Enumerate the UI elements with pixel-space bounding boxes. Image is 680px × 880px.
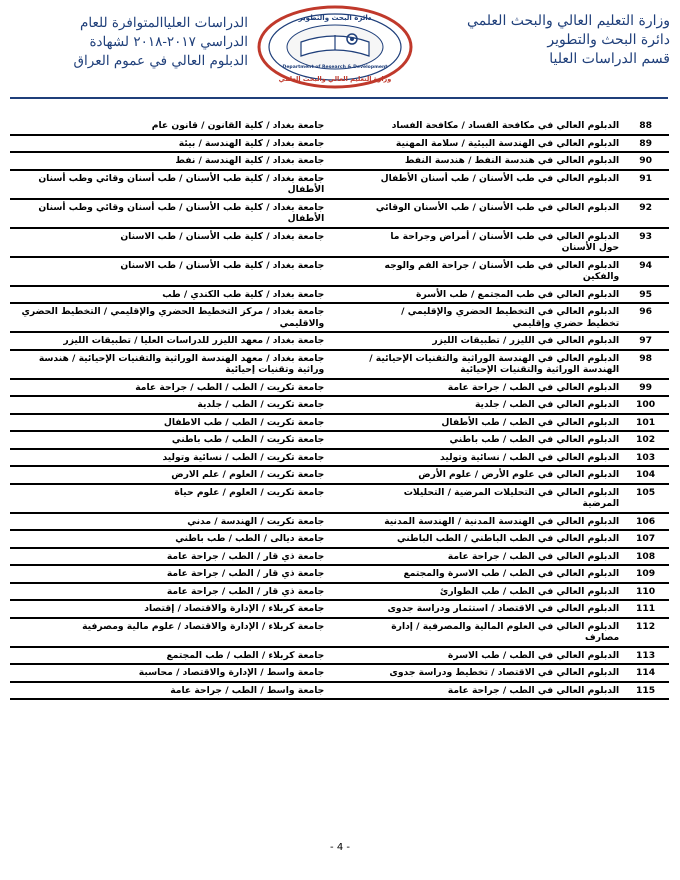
row-number-cell: 104 <box>622 466 669 484</box>
university-cell: جامعة بغداد / كلية طب الأسنان / طب الاسنان <box>10 257 327 286</box>
university-cell: جامعة بغداد / كلية طب الكندي / طب <box>10 286 327 304</box>
row-number-cell: 105 <box>622 484 669 513</box>
table-row <box>10 135 669 153</box>
spacer-cell <box>327 600 364 618</box>
program-cell: الدبلوم العالي في الطب / طب باطني <box>364 431 622 449</box>
spacer-cell <box>327 379 364 397</box>
spacer-cell <box>327 513 364 531</box>
row-number-cell: 107 <box>622 530 669 548</box>
program-cell: الدبلوم العالي في التحليلات المرضية / التحليلات المرضية <box>364 484 622 513</box>
table-row <box>10 664 669 682</box>
table-row <box>10 118 669 135</box>
spacer-cell <box>327 350 364 379</box>
table-row <box>10 152 669 170</box>
program-cell: الدبلوم العالي في هندسة النفط / هندسة النفط <box>364 152 622 170</box>
university-cell: جامعة بغداد / كلية طب الأسنان / طب أسنان وقائي وطب أسنان الأطفال <box>10 199 327 228</box>
program-cell: الدبلوم العالي في التخطيط الحضري والإقليمي / تخطيط حضري وإقليمي <box>364 303 622 332</box>
program-cell: الدبلوم العالي في علوم الأرض / علوم الأرض <box>364 466 622 484</box>
table-row <box>10 431 669 449</box>
ministry-logo <box>256 4 414 90</box>
program-cell: الدبلوم العالي في الطب / جلدية <box>364 396 622 414</box>
program-cell: الدبلوم العالي في الطب / طب الاسرة والمجتمع <box>364 565 622 583</box>
department-line: قسم الدراسات العليا <box>549 51 670 67</box>
spacer-cell <box>327 199 364 228</box>
spacer-cell <box>327 548 364 566</box>
university-cell: جامعة بغداد / كلية طب الأسنان / طب أسنان وقائي وطب أسنان الأطفال <box>10 170 327 199</box>
program-cell: الدبلوم العالي في الطب / نسائية وتوليد <box>364 449 622 467</box>
spacer-cell <box>327 583 364 601</box>
table-row <box>10 600 669 618</box>
studies-line: الدراسي ٢٠١٧-٢٠١٨ لشهادة <box>89 34 248 50</box>
directorate-line: دائرة البحث والتطوير <box>547 32 670 48</box>
logo-arc-text: دائرة البحث والتطوير <box>298 14 372 22</box>
spacer-cell <box>327 257 364 286</box>
spacer-cell <box>327 682 364 700</box>
program-cell: الدبلوم العالي في طب الأسنان / طب الأسنان الوقائي <box>364 199 622 228</box>
university-cell: جامعة ذي قار / الطب / جراحة عامة <box>10 565 327 583</box>
row-number-cell: 99 <box>622 379 669 397</box>
program-cell: الدبلوم العالي في مكافحة الفساد / مكافحة الفساد <box>364 118 622 135</box>
row-number-cell: 95 <box>622 286 669 304</box>
logo-english-text: Department of Research & Development <box>282 65 388 70</box>
spacer-cell <box>327 449 364 467</box>
program-cell: الدبلوم العالي في الليزر / تطبيقات الليزر <box>364 332 622 350</box>
page-number: - 4 - <box>330 842 350 853</box>
table-row <box>10 449 669 467</box>
program-cell: الدبلوم العالي في الهندسة المدنية / الهندسة المدنية <box>364 513 622 531</box>
university-cell: جامعة واسط / الطب / جراحة عامة <box>10 682 327 700</box>
row-number-cell: 96 <box>622 303 669 332</box>
row-number-cell: 97 <box>622 332 669 350</box>
row-number-cell: 89 <box>622 135 669 153</box>
header-divider <box>10 97 668 99</box>
university-cell: جامعة تكريت / العلوم / علوم حياة <box>10 484 327 513</box>
spacer-cell <box>327 466 364 484</box>
university-cell: جامعة بغداد / كلية الهندسة / بيئة <box>10 135 327 153</box>
row-number-cell: 91 <box>622 170 669 199</box>
table-row <box>10 513 669 531</box>
university-cell: جامعة بغداد / مركز التخطيط الحضري والإقليمي / التخطيط الحضري والاقليمي <box>10 303 327 332</box>
table-row <box>10 303 669 332</box>
program-cell: الدبلوم العالي في الطب / جراحة عامة <box>364 682 622 700</box>
table-row <box>10 583 669 601</box>
table-row <box>10 466 669 484</box>
university-cell: جامعة تكريت / العلوم / علم الارض <box>10 466 327 484</box>
page-header <box>0 0 680 96</box>
logo-bottom-text: وزارة التعليم العالي والبحث العلمي <box>278 75 392 83</box>
table-row <box>10 199 669 228</box>
row-number-cell: 111 <box>622 600 669 618</box>
university-cell: جامعة تكريت / الطب / طب باطني <box>10 431 327 449</box>
spacer-cell <box>327 286 364 304</box>
university-cell: جامعة ذي قار / الطب / جراحة عامة <box>10 583 327 601</box>
program-cell: الدبلوم العالي في الطب / جراحة عامة <box>364 548 622 566</box>
spacer-cell <box>327 565 364 583</box>
row-number-cell: 92 <box>622 199 669 228</box>
row-number-cell: 112 <box>622 618 669 647</box>
row-number-cell: 98 <box>622 350 669 379</box>
studies-line: الدبلوم العالي في عموم العراق <box>73 53 248 69</box>
table-row <box>10 484 669 513</box>
row-number-cell: 108 <box>622 548 669 566</box>
spacer-cell <box>327 303 364 332</box>
program-cell: الدبلوم العالي في الطب / جراحة عامة <box>364 379 622 397</box>
program-cell: الدبلوم العالي في العلوم المالية والمصرفية / إدارة مصارف <box>364 618 622 647</box>
university-cell: جامعة كربلاء / الإدارة والاقتصاد / إقتصاد <box>10 600 327 618</box>
ministry-heading <box>450 12 670 69</box>
university-cell: جامعة واسط / الإدارة والاقتصاد / محاسبة <box>10 664 327 682</box>
spacer-cell <box>327 118 364 135</box>
row-number-cell: 101 <box>622 414 669 432</box>
program-cell: الدبلوم العالي في الاقتصاد / استثمار ودراسة جدوى <box>364 600 622 618</box>
table-row <box>10 618 669 647</box>
row-number-cell: 94 <box>622 257 669 286</box>
table-row <box>10 682 669 700</box>
program-cell: الدبلوم العالي في الطب / طب الاسرة <box>364 647 622 665</box>
spacer-cell <box>327 396 364 414</box>
table-row <box>10 257 669 286</box>
table-row <box>10 647 669 665</box>
table-row <box>10 170 669 199</box>
university-cell: جامعة تكريت / الطب / جلدية <box>10 396 327 414</box>
row-number-cell: 102 <box>622 431 669 449</box>
program-cell: الدبلوم العالي في الطب الباطني / الطب الباطني <box>364 530 622 548</box>
table-row <box>10 396 669 414</box>
studies-line: الدراسات العلياالمتوافرة للعام <box>80 15 248 31</box>
university-cell: جامعة تكريت / الهندسة / مدني <box>10 513 327 531</box>
spacer-cell <box>327 135 364 153</box>
ministry-line: وزارة التعليم العالي والبحث العلمي <box>467 13 670 29</box>
spacer-cell <box>327 618 364 647</box>
university-cell: جامعة تكريت / الطب / طب الاطفال <box>10 414 327 432</box>
university-cell: جامعة بغداد / كلية الهندسة / نفط <box>10 152 327 170</box>
spacer-cell <box>327 228 364 257</box>
row-number-cell: 103 <box>622 449 669 467</box>
table-row <box>10 548 669 566</box>
table-row <box>10 332 669 350</box>
table-row <box>10 414 669 432</box>
row-number-cell: 115 <box>622 682 669 700</box>
table-row <box>10 565 669 583</box>
table-row <box>10 530 669 548</box>
table-row <box>10 350 669 379</box>
programs-table <box>10 118 669 700</box>
program-cell: الدبلوم العالي في طب الأسنان / جراحة الفم والوجه والفكين <box>364 257 622 286</box>
program-cell: الدبلوم العالي في الهندسة البيئية / سلامة المهنية <box>364 135 622 153</box>
row-number-cell: 114 <box>622 664 669 682</box>
spacer-cell <box>327 170 364 199</box>
spacer-cell <box>327 647 364 665</box>
university-cell: جامعة كربلاء / الإدارة والاقتصاد / علوم مالية ومصرفية <box>10 618 327 647</box>
row-number-cell: 106 <box>622 513 669 531</box>
studies-heading <box>18 14 248 71</box>
university-cell: جامعة بغداد / معهد الهندسة الوراثية والتقنيات الإحيائية / هندسة وراثية وتقنيات إحيائية <box>10 350 327 379</box>
spacer-cell <box>327 431 364 449</box>
university-cell: جامعة بغداد / كلية طب الأسنان / طب الاسنان <box>10 228 327 257</box>
row-number-cell: 88 <box>622 118 669 135</box>
table-row <box>10 379 669 397</box>
program-cell: الدبلوم العالي في طب الأسنان / أمراض وجراحة ما حول الأسنان <box>364 228 622 257</box>
university-cell: جامعة بغداد / معهد الليزر للدراسات العليا / تطبيقات الليزر <box>10 332 327 350</box>
spacer-cell <box>327 484 364 513</box>
spacer-cell <box>327 530 364 548</box>
university-cell: جامعة ذي قار / الطب / جراحة عامة <box>10 548 327 566</box>
programs-table-body <box>10 118 669 699</box>
university-cell: جامعة تكريت / الطب / الطب / جراحة عامة <box>10 379 327 397</box>
table-row <box>10 228 669 257</box>
spacer-cell <box>327 152 364 170</box>
program-cell: الدبلوم العالي في الهندسة الوراثية والتقنيات الإحيائية / الهندسة الوراثية والتقنيات الإحيائية <box>364 350 622 379</box>
row-number-cell: 113 <box>622 647 669 665</box>
university-cell: جامعة تكريت / الطب / نسائية وتوليد <box>10 449 327 467</box>
university-cell: جامعة كربلاء / الطب / طب المجتمع <box>10 647 327 665</box>
program-cell: الدبلوم العالي في الطب / طب الأطفال <box>364 414 622 432</box>
university-cell: جامعة ديالى / الطب / طب باطني <box>10 530 327 548</box>
row-number-cell: 90 <box>622 152 669 170</box>
row-number-cell: 110 <box>622 583 669 601</box>
spacer-cell <box>327 332 364 350</box>
spacer-cell <box>327 664 364 682</box>
row-number-cell: 100 <box>622 396 669 414</box>
university-cell: جامعة بغداد / كلية القانون / قانون عام <box>10 118 327 135</box>
row-number-cell: 93 <box>622 228 669 257</box>
spacer-cell <box>327 414 364 432</box>
program-cell: الدبلوم العالي في طب المجتمع / طب الأسرة <box>364 286 622 304</box>
table-row <box>10 286 669 304</box>
program-cell: الدبلوم العالي في الاقتصاد / تخطيط ودراسة جدوى <box>364 664 622 682</box>
program-cell: الدبلوم العالي في طب الأسنان / طب أسنان الأطفال <box>364 170 622 199</box>
program-cell: الدبلوم العالي في الطب / طب الطوارئ <box>364 583 622 601</box>
row-number-cell: 109 <box>622 565 669 583</box>
